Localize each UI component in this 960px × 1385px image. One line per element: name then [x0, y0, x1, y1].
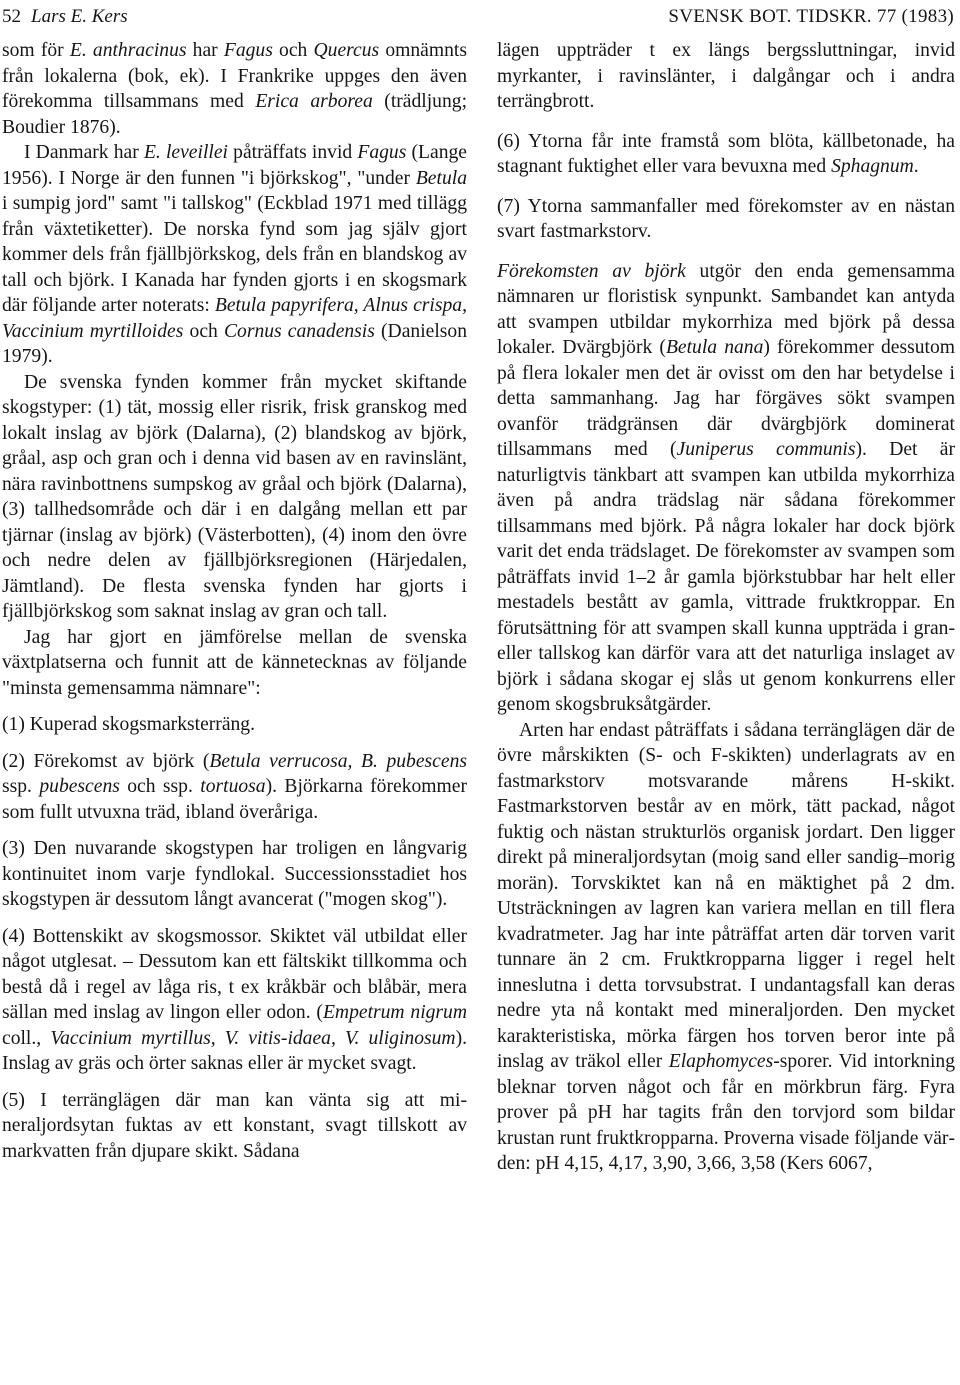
header-left	[2, 4, 128, 30]
list-item: (1) Kuperad skogsmarksterräng.	[2, 714, 256, 735]
list-item: (4) Bottenskikt av skogsmossor. Skiktet väl utbildat eller något utglesat. – Dessutom kan ett fältskikt tillkomma och bestå då i regel av låga ris, t ex kråkbär och blåbär, mera sällan med inslag av lingon eller odon. (Empetrum nigrum coll., Vaccinium myrtillus, V. vitis-idaea, V. uliginosum). Inslag av gräs och örter saknas eller är mycket svagt.	[2, 925, 468, 1074]
paragraph: lägen uppträder t ex längs bergssluttningar, invid myrkanter, i ravinslänter, i dalgångar och i andra terrängbrott.	[497, 40, 955, 112]
list-item: (2) Förekomst av björk (Betula verrucosa, B. pubescens ssp. pubescens och ssp. tortuosa). Björkarna förekommer som fullt utvuxna träd, ibland överåriga.	[2, 750, 467, 823]
running-header	[2, 4, 954, 30]
list-item: (7) Ytorna sammanfaller med förekomster av en nästan svart fastmarkstorv.	[497, 195, 955, 242]
right-column	[497, 38, 955, 1177]
paragraph: Förekomsten av björk utgör den enda gemensamma nämnaren ur floristisk synpunkt. Sambandet kan antyda att svampen utbildar mykorrhiza med björk på dessa lokaler. Dvärgbjörk (Betula nana) förekommer dessutom på flera lokaler men det är ovisst om den har betydelse i detta sammanhang. Jag har förgäves sökt svampen ovanför trädgränsen där dvärgbjörk dominerat tillsammans med (Juniperus communis). Det är naturligtvis tänkbart att svampen kan utbilda mykorrhiza även på andra trädslag när sådana förekommer tillsammans med björk. På några lokaler har dock björk varit det enda trädslaget. De förekomster av svampen som påträffats invid 1–2 år gamla björkstubbar har helt eller mestadels bestått av gamla, vittrade fruktkroppar. En förutsättning för att svampen skall kunna uppträda i gran- eller tallskog kan därför vara att det naturliga inslaget av björk i sådana skogar ej slås ut genom konkurrens eller genom skogsbruksåtgärder.	[497, 260, 955, 715]
left-column	[2, 38, 467, 1164]
paragraph: som för E. anthracinus har Fagus och Quercus omnämnts från lokalerna (bok, ek). I Frankrike uppges den även förekomma tillsammans med Erica arborea (trädljung; Boudier 1876).	[2, 40, 468, 138]
paragraph: Arten har endast påträffats i sådana terränglägen där de övre mårskikten (S- och F-skikten) underlagrats av en fastmarkstorv motsvarande mårens H-skikt. Fastmarkstorven består av en mörk, tätt packad, något fuktig och nästan strukturlös organisk jordart. Den ligger direkt på mineraljordsytan (moig sand eller sandig–morig morän). Torvskiktet kan nå en mäktighet på 2 dm. Utsträckningen av lagren kan variera mellan en till flera kvadratmeter. Jag har inte påträffat arten där torven varit tunnare än 2 cm. Fruktkropparna ligger i regel helt inneslutna i detta torvsubstrat. I undantagsfall kan deras nedre yta nå kontakt med mineraljorden. Den mycket karakteristiska, mörka färgen hos torven beror inte på inslag av träkol eller Elaphomyces-sporer. Vid intorkning bleknar torven något och får en mörkbrun färg. Fyra prover på pH har tagits från den torvjord som bildar krustan runt fruktkropparna. Proverna visade följande värden: pH 4,15, 4,17, 3,90, 3,66, 3,58 (Kers 6067,	[497, 719, 955, 1174]
list-item: (6) Ytorna får inte framstå som blöta, källbetonade, ha stagnant fuktighet eller vara bevuxna med Sphagnum.	[497, 130, 955, 177]
list-item: (3) Den nuvarande skogstypen har troligen en långvarig kontinuitet inom varje fyndlokal. Successionsstadiet hos skogstypen är dessutom långt avancerat ("mogen skog").	[2, 838, 467, 910]
journal-title: SVENSK BOT. TIDSKR. 77 (1983)	[668, 6, 954, 27]
paragraph: I Danmark har E. leveillei påträffats invid Fagus (Lange 1956). I Norge är den funnen "i björkskog", "under Betula i sumpig jord" samt "i tallskog" (Eckblad 1971 med tillägg från växtetiketter). De norska fynd som jag själv gjort kommer dels från fjällbjörkskog, dels från en blandskog av tall och björk. I Kanada har fynden gjorts i en skogsmark där följande arter noterats: Betula papyrifera, Alnus crispa, Vaccinium myrtilloides och Cornus canadensis (Danielson 1979).	[2, 142, 468, 367]
paragraph: Jag har gjort en jämförelse mellan de svenska växtplatserna och funnit att de kännetecknas av följande "minsta gemensamma nämnare":	[2, 626, 467, 699]
list-item: (5) I terränglägen där man kan vänta sig att mineraljordsytan fuktas av ett konstant, svagt tillskott av markvatten från djupare skikt. Sådana	[2, 1089, 467, 1162]
page-number: 52	[2, 6, 21, 27]
paragraph: De svenska fynden kommer från mycket skiftande skogstyper: (1) tät, mossig eller risrik, frisk granskog med lokalt inslag av björk (Dalarna), (2) blandskog av björk, gråal, asp och gran och i denna vid basen av en ravinslänt, nära ravinbottnens sumpskog av gråal och björk (Dalarna), (3) tallhedsområde och där i en dalgång mellan ett par tjärnar (inslag av björk) (Västerbotten), (4) inom den övre och nedre delen av fjällbjörksregionen (Härjedalen, Jämtland). De flesta svenska fynden har gjorts i fjällbjörkskog som saknat inslag av gran och tall.	[2, 371, 467, 622]
author-name: Lars E. Kers	[31, 6, 128, 27]
